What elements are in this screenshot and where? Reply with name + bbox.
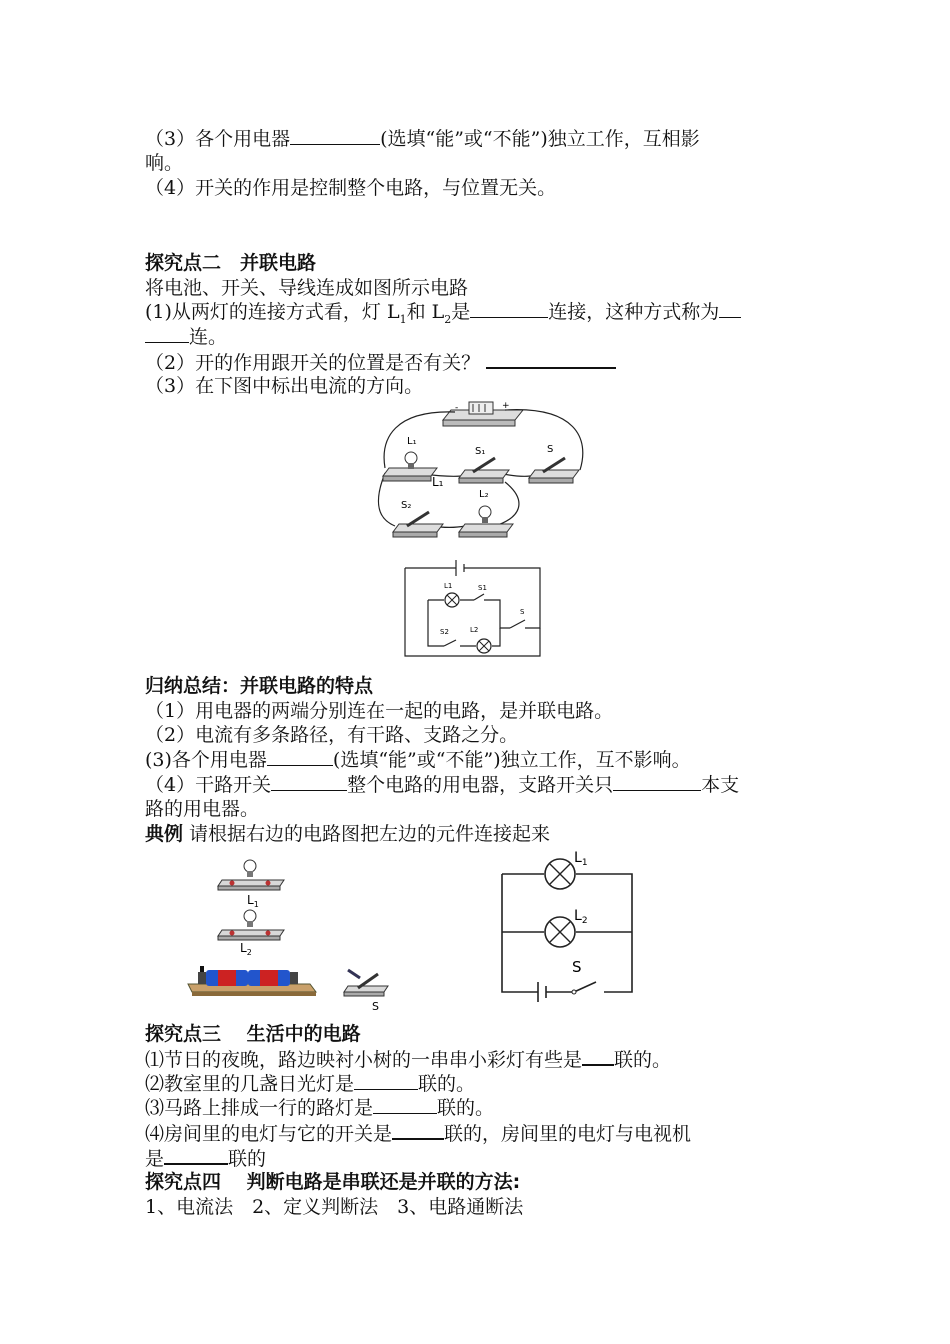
blank[interactable] bbox=[719, 300, 741, 318]
section-heading: 探究点三 生活中的电路 bbox=[145, 1023, 361, 1045]
text-line: 路的用电器。 bbox=[145, 798, 260, 820]
blank[interactable] bbox=[486, 350, 616, 369]
text-line: 是 联的 bbox=[145, 1148, 267, 1170]
text-line: 将电池、开关、导线连成如图所示电路 bbox=[145, 277, 469, 299]
svg-text:S: S bbox=[572, 958, 582, 976]
svg-text:S2: S2 bbox=[440, 628, 449, 636]
text-line: (3)各个用电器 (选填“能”或“不能”)独立工作，互不影响。 bbox=[145, 749, 691, 771]
text-line: ⑶马路上排成一行的路灯是 联的。 bbox=[145, 1097, 495, 1119]
section-heading: 探究点四 判断电路是串联还是并联的方法: bbox=[145, 1171, 521, 1193]
blank[interactable] bbox=[267, 748, 333, 766]
blank[interactable] bbox=[470, 300, 548, 318]
svg-text:+: + bbox=[502, 401, 510, 411]
text-line: 响。 bbox=[145, 152, 184, 174]
schematic-L1-L2-S bbox=[496, 848, 638, 998]
text-line: ⑴节日的夜晚，路边映衬小树的一串串小彩灯有些是 联的。 bbox=[145, 1049, 672, 1071]
blank[interactable] bbox=[290, 127, 380, 145]
blank[interactable] bbox=[164, 1146, 228, 1165]
text-line: ⑵教室里的几盏日光灯是 联的。 bbox=[145, 1073, 476, 1095]
svg-text:S: S bbox=[547, 444, 554, 455]
text-line: （4）干路开关 整个电路的用电器，支路开关只 本支 bbox=[145, 774, 740, 796]
text-line: (1)从两灯的连接方式看，灯 $L_1$和 $L_2$是 连接，这种方式称为 bbox=[145, 300, 741, 332]
svg-text:L₁: L₁ bbox=[407, 436, 417, 447]
blank[interactable] bbox=[271, 773, 347, 791]
text-line: ⑷房间里的电灯与它的开关是 联的，房间里的电灯与电视机 bbox=[145, 1123, 692, 1145]
section-heading: 探究点二 并联电路 bbox=[145, 252, 317, 274]
blank[interactable] bbox=[392, 1121, 444, 1140]
svg-text:S₂: S₂ bbox=[401, 500, 412, 511]
blank[interactable] bbox=[373, 1096, 437, 1114]
label-L1: $L_1$ bbox=[574, 850, 588, 868]
text-line: 1、电流法 2、定义判断法 3、电路通断法 bbox=[145, 1196, 524, 1218]
svg-text:L2: L2 bbox=[470, 626, 479, 634]
components-figure bbox=[188, 852, 388, 1013]
text-line: （1）用电器的两端分别连在一起的电路，是并联电路。 bbox=[145, 700, 614, 722]
svg-text:L₁: L₁ bbox=[432, 475, 444, 489]
text-line: 连。 bbox=[145, 325, 227, 349]
label-L2: $L_2$ bbox=[574, 908, 588, 926]
text-line: 典例 请根据右边的电路图把左边的元件连接起来 bbox=[145, 823, 551, 845]
physical-circuit-figure bbox=[375, 398, 595, 546]
svg-text:S: S bbox=[520, 608, 525, 616]
blank[interactable] bbox=[354, 1072, 418, 1090]
section-heading: 归纳总结：并联电路的特点 bbox=[145, 675, 374, 697]
label-L2: $L_2$ bbox=[240, 941, 252, 957]
blank[interactable] bbox=[582, 1047, 614, 1066]
text-line: （2）电流有多条路径，有干路、支路之分。 bbox=[145, 724, 519, 746]
svg-text:-: - bbox=[455, 403, 459, 413]
blank[interactable] bbox=[145, 325, 189, 343]
text-line: （3）在下图中标出电流的方向。 bbox=[145, 375, 424, 397]
text-line: （3）各个用电器 (选填“能”或“不能”)独立工作，互相影 bbox=[145, 128, 700, 150]
label-L1: $L_1$ bbox=[247, 893, 259, 909]
text-line: （4）开关的作用是控制整个电路，与位置无关。 bbox=[145, 177, 557, 199]
svg-text:L₂: L₂ bbox=[479, 489, 489, 500]
svg-text:S: S bbox=[372, 1000, 379, 1013]
parallel-schematic bbox=[400, 548, 545, 660]
svg-text:L1: L1 bbox=[444, 582, 453, 590]
svg-text:S1: S1 bbox=[478, 584, 487, 592]
text-line: （2）开的作用跟开关的位置是否有关？ bbox=[145, 350, 616, 375]
svg-text:S₁: S₁ bbox=[475, 446, 486, 457]
blank[interactable] bbox=[613, 773, 701, 791]
